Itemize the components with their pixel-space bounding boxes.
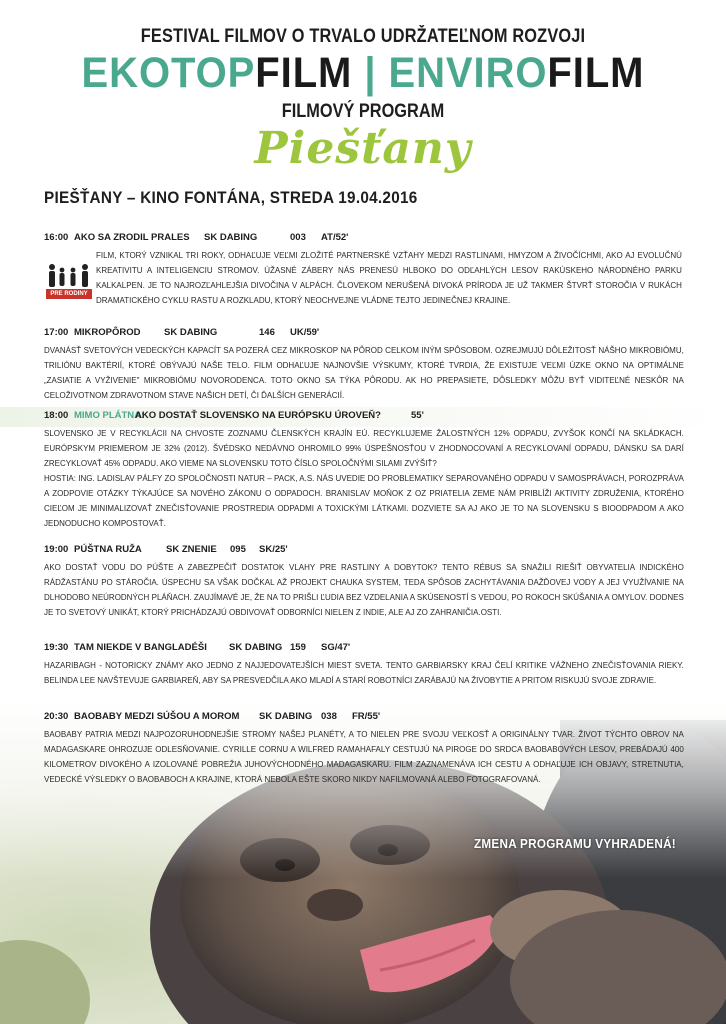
film-time: 20:30 [44,711,69,722]
film-header-row [44,327,684,341]
film-time: 17:00 [44,327,69,338]
film-description: BAOBABY PATRIA MEDZI NAJPOZORUHODNEJŠIE STROMY NAŠEJ PLANÉTY, A TO NIELEN PRE SVOJU VEĽKOSŤ A ORIGINÁLNY TVAR. ŽIVOT TÝCHTO OBROV NA MADAGASKARE OHROZUJE ODLESŇOVANIE. CYRILLE CORNU A WILFRED RAMAHAFALY CESTUJÚ NA PIROGE DO SRDCA BAOBABOVÝCH LESOV, PREBÁDAJÚ 400 KILOMETROV DIVOKÉHO A IZOLOVANÉ POBREŽIA JUHOVÝCHODNÉHO MADAGASKARU. FILM ZAZNAMENÁVA ICH CESTU A ODHAĽUJE ICH OBJAVY, STRETNUTIA, VEDECKÉ VÝSLEDKY O BAOBABOCH A KRAJINE, KTORÁ NEBOLA EŠTE SKORO NIKDY NAFILMOVANÁ ALEBO FOTOGRAFOVANÁ. [44,729,684,784]
film-length: AT/52' [321,232,349,243]
city-title: Piešťany [254,123,472,174]
film-description: DVANÁSŤ SVETOVÝCH VEDECKÝCH KAPACÍT SA POZERÁ CEZ MIKROSKOP NA PÔROD CELKOM INÝM SPÔSOBOM. OZREJMUJÚ DÔLEŽITOSŤ NÁŠHO MIKROBIÓMU, TRILIÓNU BAKTÉRIÍ, KTORÉ OBÝVAJÚ NAŠE TELO. FILM ODHAĽUJE NAJNOVŠIE VÝSKUMY, KTORÉ TVRDIA, ŽE EXISTUJE VEĽMI ÚZKE OKNO NA OPTIMÁLNE „ZASIATIE A VYŽIVENIE" MIKROBIÓMU NOVORODENCA. TOTO OKNO SA TÝKA PÔRODU. AK HO PREPASIETE, DÔSLEDKY MÔŽU BYŤ VIDITEĽNÉ NESKÔR NA CELOŽIVOTNOM ZDRAVOTNOM STAVE NAŠICH DETÍ, ČI ĎALŠÍCH GENERÁCIÍ. [44,345,684,400]
venue-date-line: PIEŠŤANY – KINO FONTÁNA, STREDA 19.04.2016 [44,188,418,207]
film-entry [44,327,684,403]
film-guests: HOSTIA: ING. LADISLAV PÁLFY ZO SPOLOČNOSTI NATUR – PACK, A.S. NÁS UVEDIE DO PROBLEMATIKY SEPAROVANÉHO ODPADU V SAMOSPRÁVACH, POROZPRÁVA A ZODPOVIE OTÁZKY TÝKAJÚCE SA NOVÉHO ZÁKONU O ODPADOCH. BRANISLAV MOŇOK Z OZ PRIATELIA ZEME NÁM PRIBLÍŽI AKTIVITY ZDRUŽENIA, KTORÉHO CIEĽOM JE MINIMALIZOVAŤ ZNEČISŤOVANIE PROSTREDIA ODPADMI A TOXICKÝMI LÁTKAMI. DOZVIETE SA AJ AKO JE TO NA SLOVENSKU S BIOODPADOM A AKO JEDNODUCHO KOMPOSTOVAŤ. [44,473,684,528]
film-length: FR/55' [352,711,381,722]
film-description: AKO DOSTAŤ VODU DO PÚŠTE A ZABEZPEČIŤ DOSTATOK VLAHY PRE RASTLINY A DOBYTOK? TENTO RÉBUS SA SNAŽILI RIEŠIŤ OBYVATELIA INDICKÉHO RÁDŽASTÁNU PO STÁROČIA. ÚSPECHU SA VŠAK DOČKAL AŽ PROJEKT CHAUKA SYSTEM, TEDA SPÔSOB ZACHYTÁVANIA DAŽĎOVEJ VODY A JEJ VYUŽÍVANIE NA DLHODOBO NEÚRODNÝCH PLÁŇACH. ZAUJÍMAVÉ JE, ŽE NA TO PRIŠLI ĽUDIA BEZ VZDELANIA A SKÚSENOSTÍ S VEDOU, PO ROKOCH SKÚŠANIA A OMYLOV. DODNES JE TO SVETOVÝ UNIKÁT, KTORÝ PRICHÁDZAJÚ OBDIVOVAŤ ODBORNÍCI NIELEN Z INDIE, ALE AJ ZO ZAHRANIČIA.OSTI. [44,562,684,617]
film-title: BAOBABY MEDZI SÚŠOU A MOROM [74,711,240,722]
film-entry [44,544,684,620]
off-screen-tag: MIMO PLÁTNA: [74,410,145,421]
program-change-notice: ZMENA PROGRAMU VYHRADENÁ! [474,836,676,851]
film-time: 19:30 [44,642,69,653]
film-length: SK/25' [259,544,288,555]
film-number: 159 [290,642,306,653]
film-title: AKO DOSTAŤ SLOVENSKO NA EURÓPSKU ÚROVEŇ? [135,410,381,421]
film-number: 095 [230,544,246,555]
logo-ekotop: EKOTOP [81,49,256,97]
film-number: 146 [259,327,275,338]
program-heading: FILMOVÝ PROGRAM [281,101,445,122]
film-title: PÚŠTNA RUŽA [74,544,142,555]
logo-enviro: ENVIRO [388,49,548,97]
film-language: SK DABING [229,642,283,653]
film-entry [44,410,684,531]
logo-separator: | [352,49,389,97]
film-header-row [44,232,684,246]
film-number: 003 [290,232,306,243]
film-language: SK DABING [259,711,313,722]
film-time: 16:00 [44,232,69,243]
film-description: HAZARIBAGH - NOTORICKY ZNÁMY AKO JEDNO Z NAJJEDOVATEJŠÍCH MIEST SVETA. TENTO GARBIARSKY KRAJ ČELÍ KRITIKE VÁŽNEHO ZNEČISŤOVANIA RIEKY. BELINDA LEE NAVŠTEVUJE GARBIAREŇ, ABY SA PRESVEDČILA AKO MLADÍ A STARÍ ROBOTNÍCI ZARÁBAJÚ NA ŽIVOBYTIE A PRITOM RISKUJÚ SVOJE ZDRAVIE. [44,660,684,685]
film-header-row [44,410,684,424]
film-header-row [44,711,684,725]
logo-film-2: FILM [547,49,645,97]
family-badge: PRE RODINY [46,289,92,299]
festival-super-title: FESTIVAL FILMOV O TRVALO UDRŽATEĽNOM ROZVOJI [140,26,586,47]
film-length: 55' [411,410,424,421]
film-entry [44,642,684,688]
film-number: 038 [321,711,337,722]
film-description: FILM, KTORÝ VZNIKAL TRI ROKY, ODHAĽUJE VEĽMI ZLOŽITÉ PARTNERSKÉ VZŤAHY MEDZI RASTLINAMI, HMYZOM A ŽIVOČÍCHMI, AKO AJ EVOLUČNÚ KREATIVITU A INTELIGENCIU STROMOV. ÚŽASNÉ ZÁBERY NÁS PRENESÚ HLBOKO DO ODĽAHLÝCH LESOV RAKÚSKEHO NÁRODNÉHO PARKU KALKALPEN. JE TO NAJROZĽAHLEJŠIA DIVOČINA V ALPÁCH. ČLOVEKOM NERUŠENÁ DIVOKÁ PRÍRODA JE UŽ TAKMER ŠTVRŤ STOROČIA V RUKÁCH DRAMATICKÉHO CYKLU RASTU A ROZKLADU, KTORÝ NEOCHVEJNE VLÁDNE TEJTO JEDINEČNEJ KRAJINE. [96,250,682,305]
film-entry [44,232,684,308]
film-length: SG/47' [321,642,351,653]
film-title: AKO SA ZRODIL PRALES [74,232,190,243]
film-header-row [44,544,684,558]
film-length: UK/59' [290,327,320,338]
film-title: MIKROPÔROD [74,327,141,338]
festival-logo [25,49,700,98]
film-language: SK DABING [204,232,258,243]
film-entry [44,711,684,787]
film-header-row [44,642,684,656]
film-language: SK ZNENIE [166,544,217,555]
film-time: 18:00 [44,410,69,421]
logo-film-1: FILM [255,49,353,97]
film-title: TAM NIEKDE V BANGLADÉŠI [74,642,207,653]
film-description: SLOVENSKO JE V RECYKLÁCII NA CHVOSTE ZOZNAMU ČLENSKÝCH KRAJÍN EÚ. RECYKLUJEME ŽALOSTNÝCH 12% ODPADU, ZVYŠOK KONČÍ NA SKLÁDKACH. EURÓPSKYM PRIEMEROM JE 32% (2012). ŠVÉDSKO NEDÁVNO OHROMILO 99% ÚSPEŠNOSŤOU V ZHODNOCOVANÍ A RECYKLOVANÍ ODPADU, DÁNSKU SA DARÍ ZRECYKLOVAŤ 45% ODPADU. AKO VIEME NA SLOVENSKU TOTO ČÍSLO SPOLOČNÝMI SILAMI ZVÝŠIŤ? [44,428,684,468]
film-language: SK DABING [164,327,218,338]
film-time: 19:00 [44,544,69,555]
